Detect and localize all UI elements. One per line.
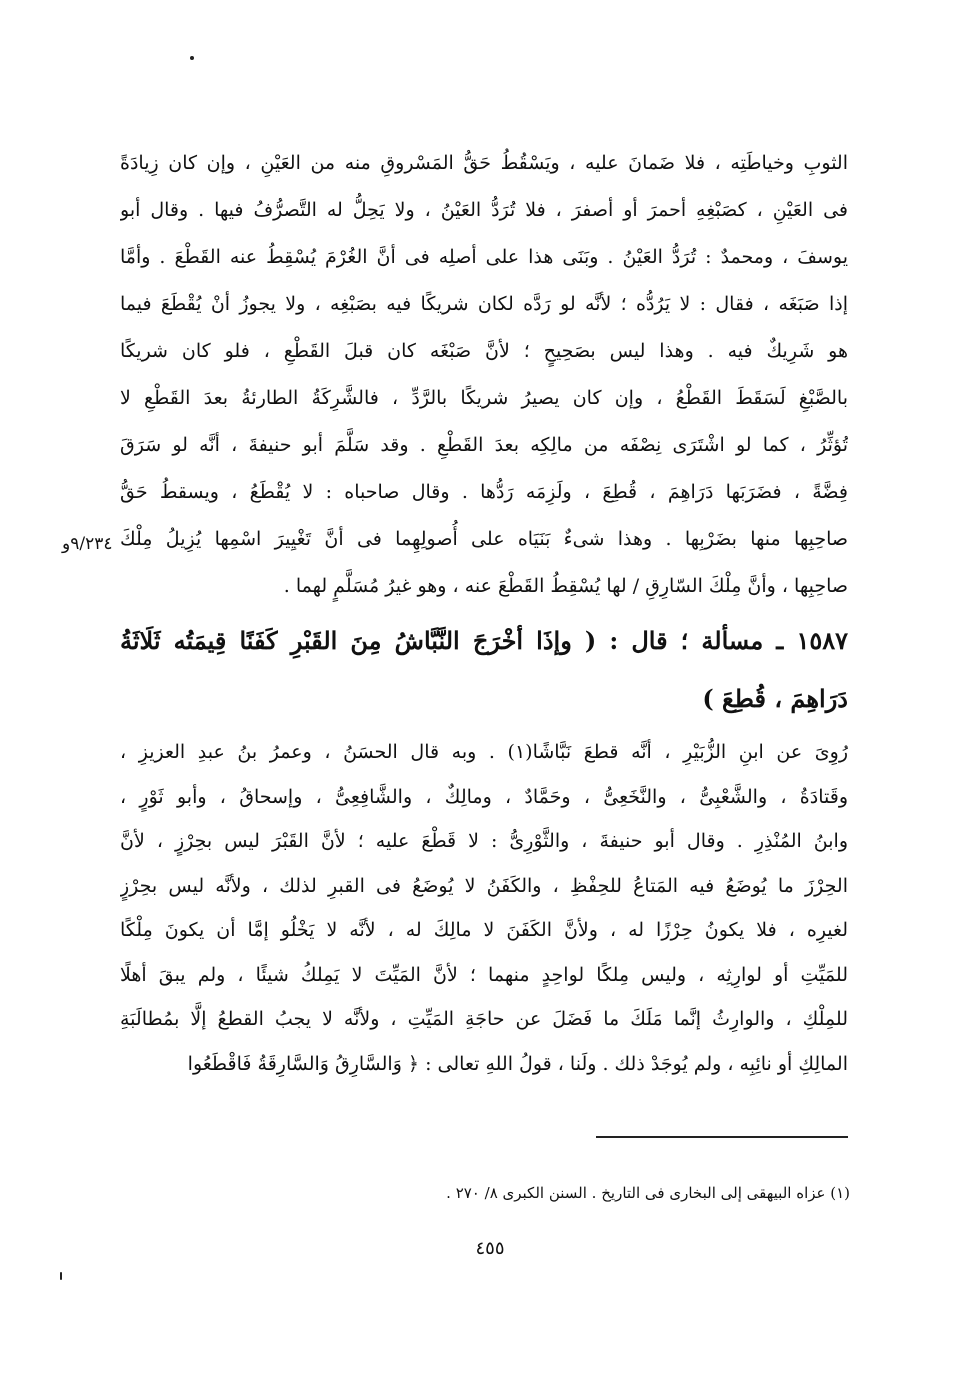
text-line: المالِكِ أو نائِبِه ، ولم يُوجَدْ ذلك . ولَنا ، قولُ اللهِ تعالى : ﴿ وَالسَّارِقُ وَالسَّارِقَةُ فَاقْطَعُوا — [187, 1052, 848, 1075]
text-line: إذا صَبَغَه ، فقال : لا يَرُدُّه ؛ لأنَّه لو رَدَّه لكان شريكًا فيه بصَبْغِه ، ولا يجوزُ أنْ يُقْطَعَ فيما — [120, 293, 848, 315]
text-line: فى العَيْنِ ، كصَبْغِهِ أحمرَ أو أصفرَ ، فلا تُرَدُّ العَيْنُ ، ولا يَحِلُّ له التَّصرُّفُ فيها . وقال أبو — [120, 199, 848, 221]
margin-manuscript-reference: ٩/٢٣٤و — [62, 534, 113, 554]
text-line: صاحِبِها ، وأنَّ مِلْكَ السّارِقِ / لها يُسْقِطُ القَطْعَ عنه ، وهو غيرُ مُسَلَّمٍ لهما . — [283, 575, 848, 597]
paragraph-commentary — [120, 730, 848, 1086]
paragraph-continued — [120, 140, 848, 610]
text-line: الثوبِ وخياطَتِه ، فلا ضَمانَ عليه ، ويَسْقُطُ حَقُّ المَسْروقِ منه من العَيْنِ ، وإن كان زِيادَةً — [120, 152, 848, 174]
text-line: فِضَّةً ، فضَرَبَها دَرَاهِمَ ، قُطِعَ ، ولَزِمَه رَدُّها . وقال صاحباه : لا يُقْطَعُ ، ويسقطُ حَقُّ — [120, 481, 848, 503]
text-line: رُوِىَ عن ابنِ الزُّبَيْرِ ، أنَّه قطعَ نَبَّاشًا(١) . وبه قال الحسَنُ ، وعمرُ بنُ عبدِ العزيزِ ، — [120, 741, 848, 763]
heading-line: دَرَاهِمَ ، قُطِعَ ) — [702, 684, 848, 713]
text-line: صاحِبِها منها بضَرْبِها . وهذا شىءٌ بَنَيَاه على أُصولِهِما فى أنَّ تَغْيِيرَ اسْمِها يُزِيلُ مِلْكَ — [120, 528, 848, 550]
page-number: ٤٥٥ — [475, 1238, 505, 1259]
text-line: لغيرِه ، فلا يكونُ حِرْزًا له ، ولأنَّ الكَفَنَ لا مالِكَ له ، لأنَّه لا يَخْلُو إمَّا أن يكونَ مِلْكًا — [120, 919, 848, 941]
text-line: يوسفَ ، ومحمدٌ : تُرَدُّ العَيْنُ . وبَنَى هذا على أصلِه فى أنَّ الغُرْمَ يُسْقِطُ عنه القَطْعَ . وأمَّا — [120, 246, 848, 268]
text-line: هو شَرِيكٌ فيه . وهذا ليس بصَحِيحٍ ؛ لأنَّ صَبْغَه كان قبلَ القَطْعِ ، فلو كان شريكًا — [120, 340, 848, 362]
text-line: وابنُ المُنْذِرِ . وقال أبو حنيفةَ ، والثَّوْرِىُّ : لا قَطْعَ عليه ؛ لأنَّ القَبْرَ ليس بحِرْزٍ ، لأنَّ — [120, 830, 848, 852]
text-line: للمِلْكِ ، والوارِثُ إنَّما مَلَكَ ما فَضَلَ عن حاجَةِ المَيِّتِ ، ولأنَّه لا يجبُ القطعُ إلَّا بمُطالَبَةِ — [120, 1008, 848, 1030]
footnote-divider — [596, 1136, 848, 1138]
scan-speck — [60, 1272, 62, 1280]
text-line: وقَتادَةُ ، والشَّعْبِىُّ ، والنَّخَعِىُّ ، وحَمَّادٌ ، ومالِكٌ ، والشَّافِعِىُّ ، وإسحاقُ ، وأبو ثَوْرٍ ، — [120, 785, 848, 808]
footnote: (١) عزاه البيهقى إلى البخارى فى التاريخ . السنن الكبرى ٨/ ٢٧٠ . — [446, 1184, 850, 1202]
text-line: للمَيِّتِ أو لوارِثِه ، وليس مِلكًا لواحِدٍ منهما ؛ لأنَّ المَيِّتَ لا يَمِلكُ شيئًا ، ولم يبقَ أهلًا — [120, 963, 848, 986]
text-line: تُؤثِّرُ ، كما لو اشْتَرَى نِصْفَه من مالِكِه بعدَ القَطْعِ . وقد سَلَّمَ أبو حنيفةَ ، أنَّه لو سَرَقَ — [120, 434, 848, 456]
scan-speck — [190, 56, 194, 60]
issue-heading — [120, 612, 848, 728]
heading-line: ١٥٨٧ ـ مسألة ؛ قال : ( وإذَا أخْرَجَ النَّبَّاشُ مِنَ القَبْرِ كَفَنًا قِيمَتُه ثَلَاثَةُ — [120, 626, 848, 655]
text-line: الحِرْزَ ما يُوضَعُ فيه المَتاعُ للحِفْظِ ، والكَفَنُ لا يُوضَعُ فى القبرِ لذلك ، ولأنَّه ليس بحِرْزٍ — [120, 874, 848, 897]
text-line: بالصَّبْغِ لَسَقَطَ القَطْعُ ، وإن كان يصيرُ شريكًا بالرَّدِّ ، فالشَّرِكَةُ الطارئةُ بعدَ القَطْعِ لا — [120, 387, 848, 409]
